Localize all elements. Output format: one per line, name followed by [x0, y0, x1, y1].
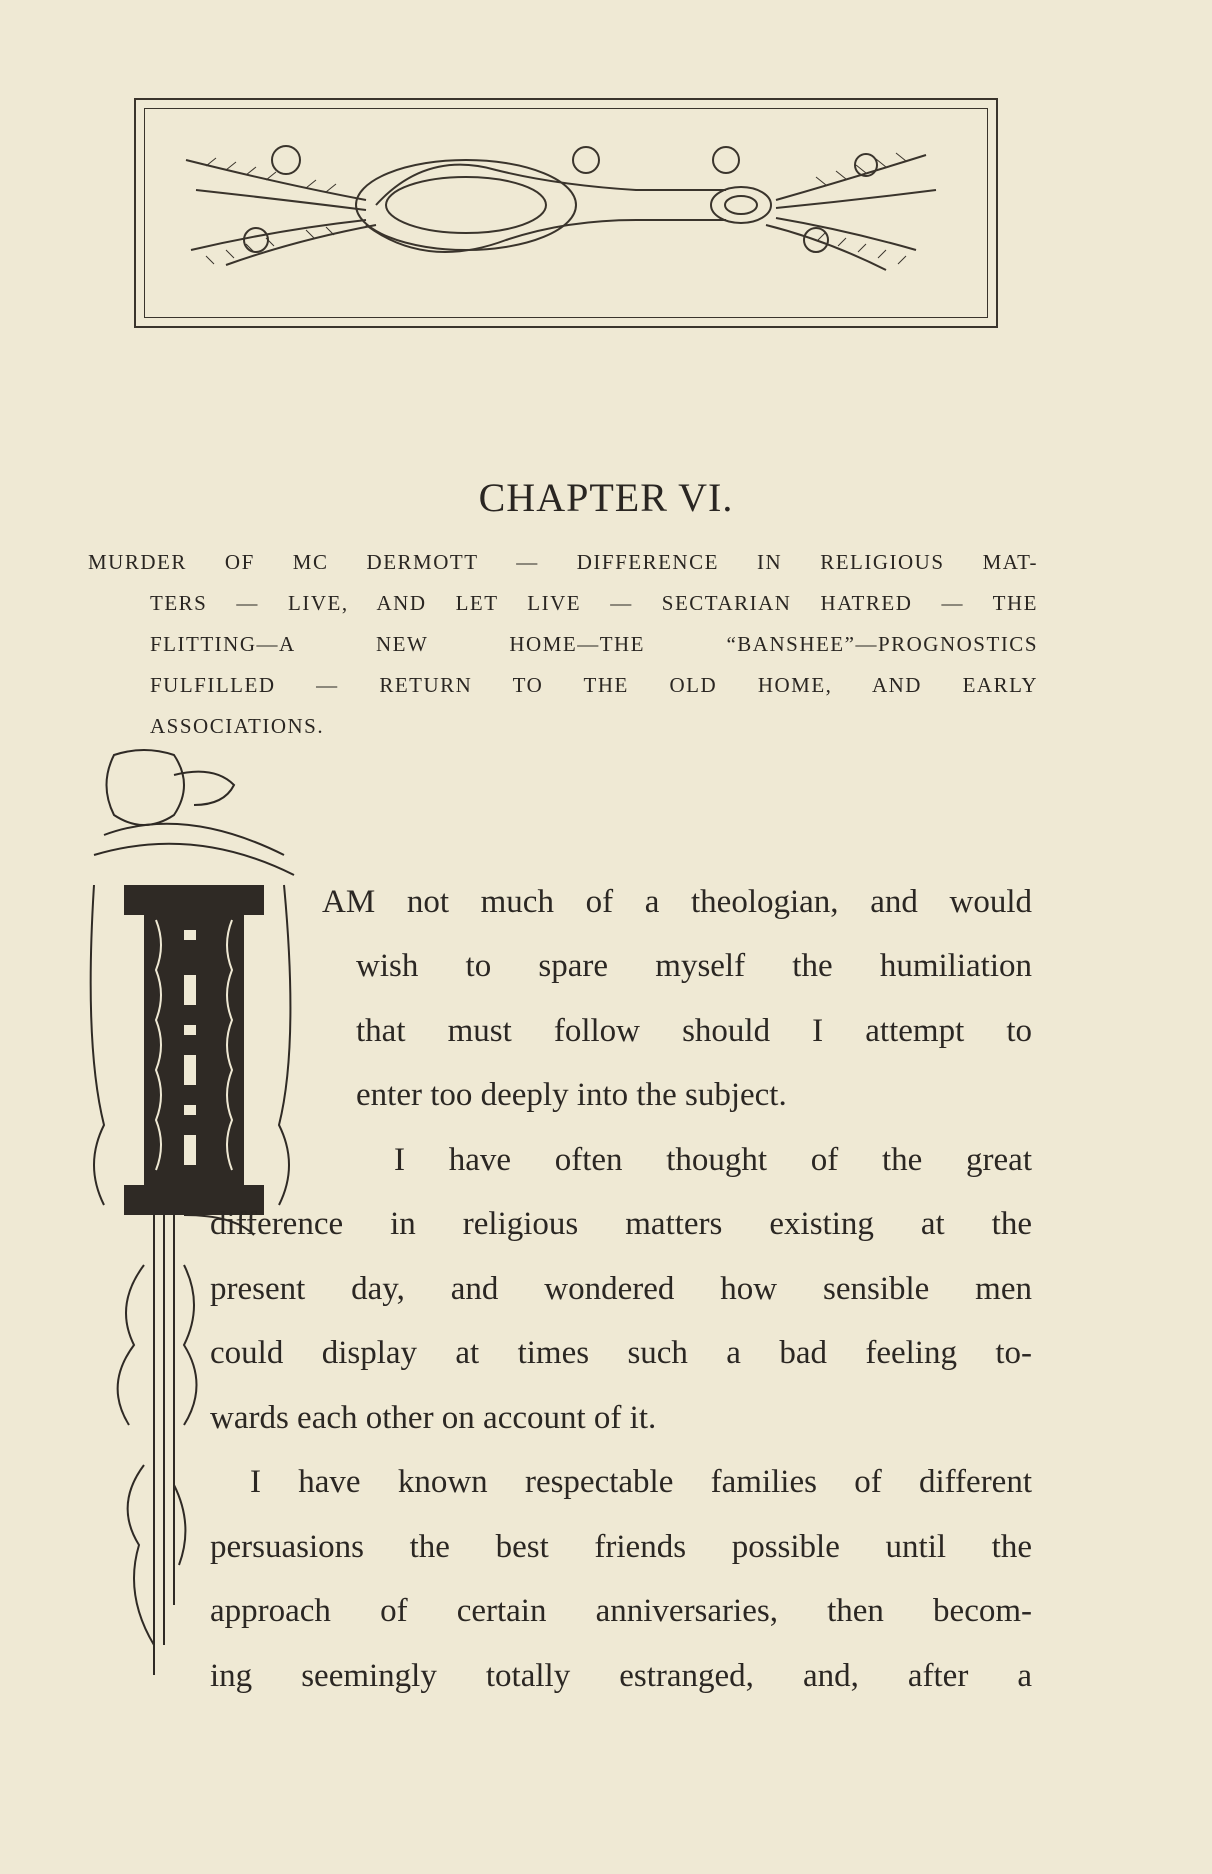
body-line: persuasions the best friends possible until the	[210, 1529, 1032, 1565]
body-line: AM not much of a theologian, and would	[322, 884, 1032, 920]
synopsis-line: FLITTING—A NEW HOME—THE “BANSHEE”—PROGNOSTICS	[150, 632, 1038, 656]
body-line: present day, and wondered how sensible men	[210, 1271, 1032, 1307]
synopsis-line: TERS — LIVE, AND LET LIVE — SECTARIAN HATRED — THE	[150, 591, 1038, 615]
body-line: wards each other on account of it.	[210, 1400, 657, 1436]
chapter-title: CHAPTER VI.	[478, 475, 734, 520]
synopsis-line: MURDER OF MC DERMOTT — DIFFERENCE IN RELIGIOUS MAT-	[88, 550, 1038, 574]
body-line: approach of certain anniversaries, then becom-	[210, 1593, 1032, 1629]
body-line: difference in religious matters existing at the	[210, 1206, 1032, 1242]
body-line: I have known respectable families of different	[250, 1464, 1032, 1500]
body-line: enter too deeply into the subject.	[356, 1077, 787, 1113]
floral-ornament-illustration	[166, 130, 946, 280]
ornamental-header-frame	[134, 98, 998, 328]
body-line: could display at times such a bad feeling to-	[210, 1335, 1032, 1371]
synopsis-line: ASSOCIATIONS.	[150, 714, 325, 738]
body-line: ing seemingly totally estranged, and, after a	[210, 1658, 1032, 1694]
chapter-synopsis	[88, 542, 1038, 747]
body-line: that must follow should I attempt to	[356, 1013, 1032, 1049]
synopsis-line: FULFILLED — RETURN TO THE OLD HOME, AND EARLY	[150, 673, 1038, 697]
body-line: wish to spare myself the humiliation	[356, 948, 1032, 984]
body-line: I have often thought of the great	[394, 1142, 1032, 1178]
